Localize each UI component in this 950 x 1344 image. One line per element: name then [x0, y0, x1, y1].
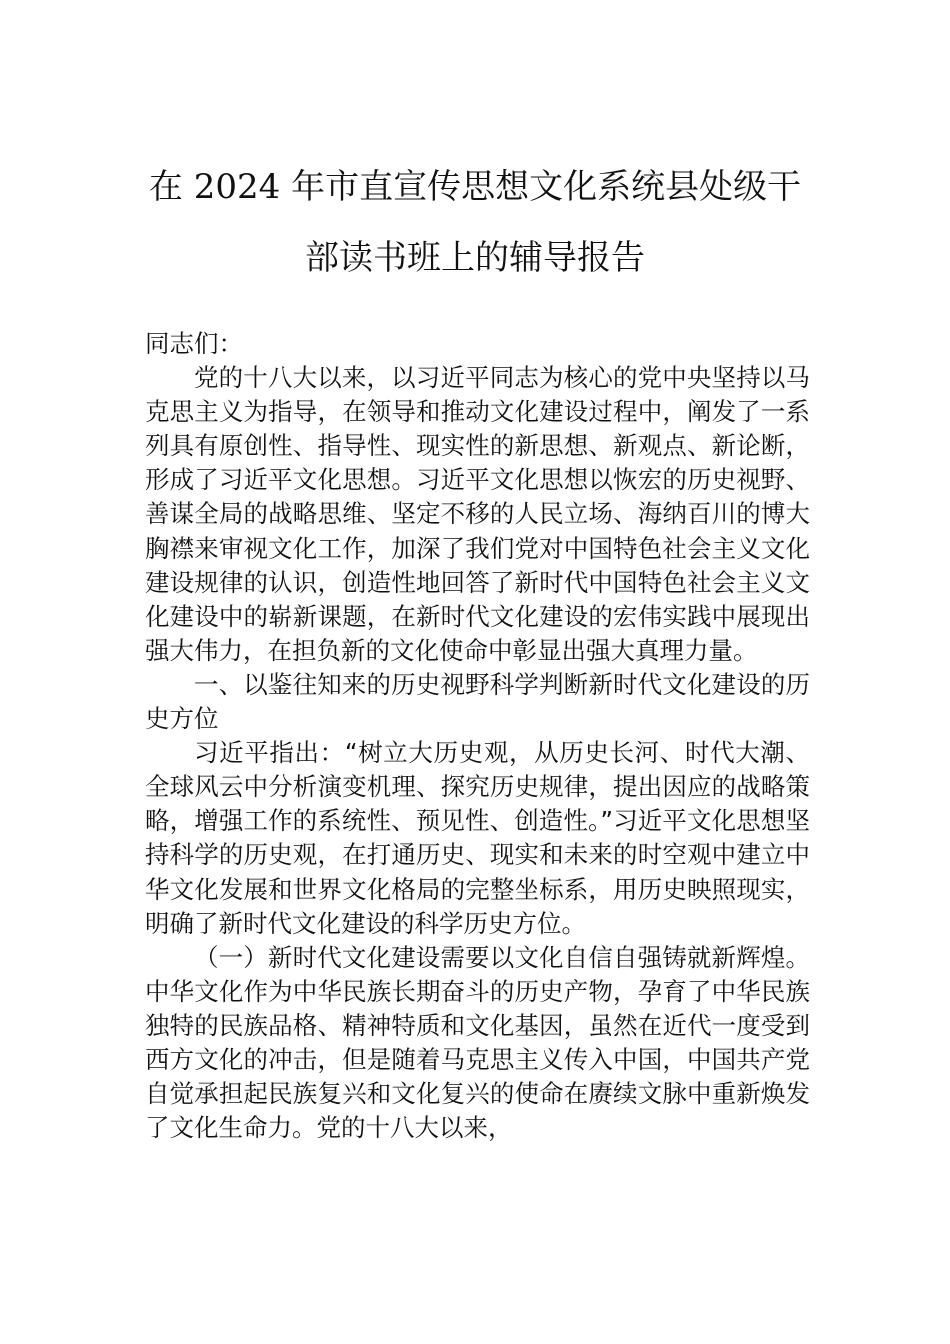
paragraph-subsection-1: （一）新时代文化建设需要以文化自信自强铸就新辉煌。中华文化作为中华民族长期奋斗的历史产物，孕育了中华民族独特的民族品格、精神特质和文化基因，虽然在近代一度受到西方文化的冲击，但是随着马克思主义传入中国，中国共产党自觉承担起民族复兴和文化复兴的使命在赓续文脉中重新焕发了文化生命力。党的十八大以来，: [145, 942, 810, 1143]
paragraph-section-1: 习近平指出：“树立大历史观，从历史长河、时代大潮、全球风云中分析演变机理、探究历史规律，提出因应的战略策略，增强工作的系统性、预见性、创造性。”习近平文化思想坚持科学的历史观，在打通历史、现实和未来的时空观中建立中华文化发展和世界文化格局的完整坐标系，用历史映照现实，明确了新时代文化建设的科学历史方位。: [145, 738, 810, 938]
salutation: 同志们：: [145, 329, 243, 358]
document-body: [145, 327, 810, 1145]
document-title-line-2: 部读书班上的辅导报告: [305, 238, 645, 278]
paragraph-intro: 党的十八大以来，以习近平同志为核心的党中央坚持以马克思主义为指导，在领导和推动文化建设过程中，阐发了一系列具有原创性、指导性、现实性的新思想、新观点、新论断，形成了习近平文化思想。习近平文化思想以恢宏的历史视野、善谋全局的战略思维、坚定不移的人民立场、海纳百川的博大胸襟来审视文化工作，加深了我们党对中国特色社会主义文化建设规律的认识，创造性地回答了新时代中国特色社会主义文化建设中的崭新课题，在新时代文化建设的宏伟实践中展现出强大伟力，在担负新的文化使命中彰显出强大真理力量。: [145, 363, 810, 665]
document-title-line-1: 在 2024 年市直宣传思想文化系统县处级干: [148, 167, 802, 207]
section-heading-1: 一、以鉴往知来的历史视野科学判断新时代文化建设的历史方位: [145, 669, 810, 734]
